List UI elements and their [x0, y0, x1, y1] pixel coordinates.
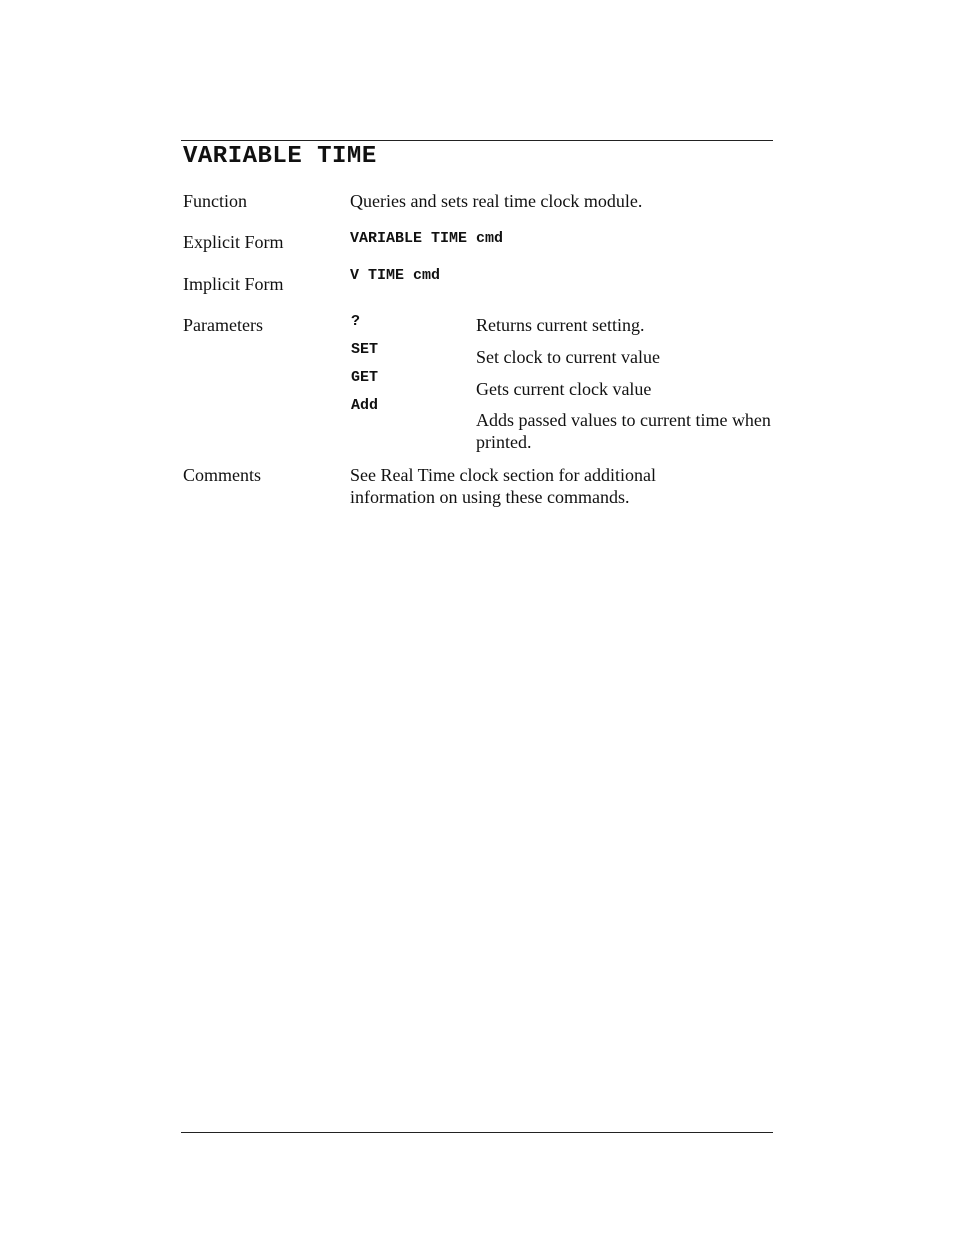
- param-desc-query: Returns current setting.: [476, 315, 645, 335]
- explicit-form-value: VARIABLE TIME cmd: [350, 230, 504, 247]
- implicit-form-value: V TIME cmd: [350, 267, 441, 284]
- top-rule: [181, 140, 773, 141]
- parameters-label: Parameters: [183, 315, 263, 335]
- param-desc-get: Gets current clock value: [476, 379, 652, 399]
- param-name-query: ?: [351, 313, 361, 330]
- param-name-get: GET: [351, 369, 379, 386]
- page-title: VARIABLE TIME: [183, 143, 377, 170]
- param-desc-add: Adds passed values to current time when printed.: [476, 410, 771, 452]
- param-desc-set: Set clock to current value: [476, 347, 660, 367]
- explicit-form-label: Explicit Form: [183, 232, 284, 252]
- param-name-add: Add: [351, 397, 379, 414]
- implicit-form-label: Implicit Form: [183, 274, 284, 294]
- comments-label: Comments: [183, 465, 262, 485]
- function-label: Function: [183, 191, 248, 211]
- comments-value: See Real Time clock section for additional information on using these commands.: [350, 465, 656, 507]
- bottom-rule: [181, 1132, 773, 1133]
- param-name-set: SET: [351, 341, 379, 358]
- function-value: Queries and sets real time clock module.: [350, 191, 643, 211]
